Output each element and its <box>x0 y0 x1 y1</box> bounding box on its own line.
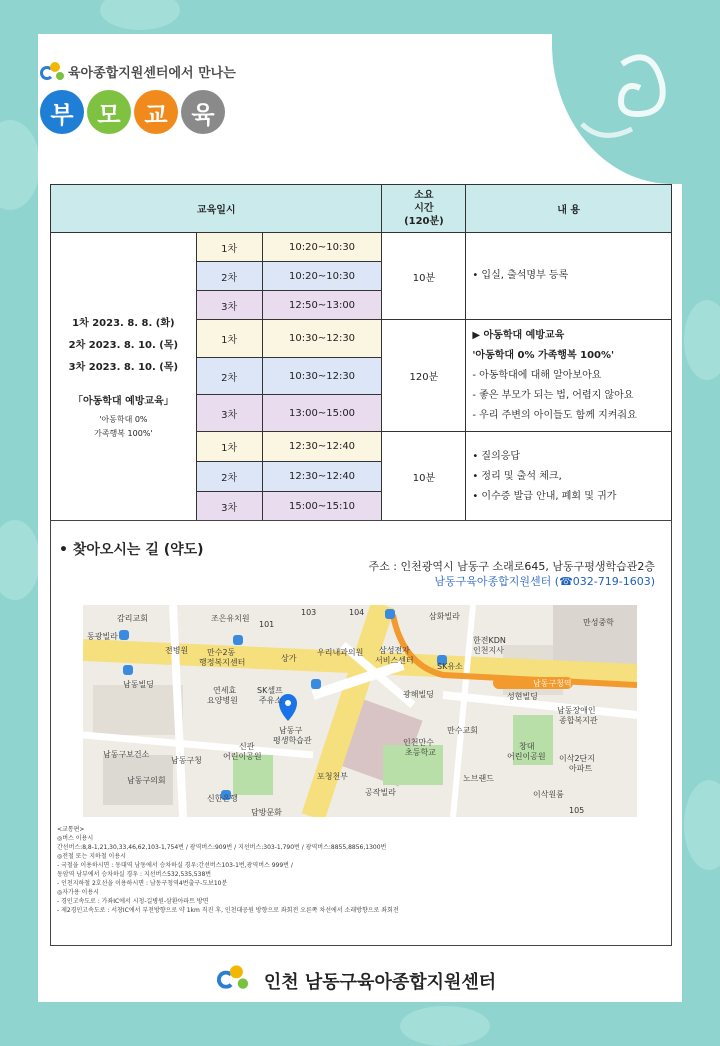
svg-text:조은유치원: 조은유치원 <box>211 614 250 623</box>
round-cell: 2차 <box>196 358 262 395</box>
time-cell: 13:00~15:00 <box>262 395 382 432</box>
program-title: 「아동학대 예방교육」 <box>72 396 174 407</box>
duration-cell: 120분 <box>382 320 466 432</box>
svg-text:어린이공원: 어린이공원 <box>223 752 262 761</box>
svg-text:만수교회: 만수교회 <box>447 726 478 735</box>
date-2: 2차 2023. 8. 10. (목) <box>68 340 179 351</box>
svg-text:전병원: 전병원 <box>165 646 189 655</box>
round-cell: 3차 <box>196 492 262 522</box>
time-cell: 12:30~12:40 <box>262 432 382 462</box>
address-block <box>369 559 655 589</box>
svg-text:남동구: 남동구 <box>279 726 303 735</box>
svg-text:인천지사: 인천지사 <box>473 646 504 655</box>
svg-text:서비스센터: 서비스센터 <box>375 656 414 665</box>
transport-line: - 제2경인고속도로 : 서창IC에서 부천방향으로 약 1km 직진 후, 인천대공원 방향으로 좌회전 오른쪽 차선에서 소래방향으로 좌회전 <box>57 907 399 914</box>
transport-line: - 경인고속도로 : 가좌IC에서 시청-길병원-삼환아파트 방면 <box>57 898 209 905</box>
time-cell: 15:00~15:10 <box>262 492 382 522</box>
content-line: ▶ 아동학대 예방교육 <box>472 329 565 341</box>
title-char-1: 부 <box>40 90 84 134</box>
svg-text:삼성전자: 삼성전자 <box>379 646 410 655</box>
content-cell-1 <box>466 233 672 320</box>
program-sub-1: '아동학대 0% <box>99 415 148 424</box>
svg-text:105: 105 <box>569 806 585 815</box>
background-leaf <box>684 300 720 380</box>
background-leaf <box>400 1006 490 1046</box>
svg-text:광해빌딩: 광해빌딩 <box>403 690 434 699</box>
svg-text:공작빌라: 공작빌라 <box>365 788 396 797</box>
title-circles <box>40 90 236 134</box>
svg-text:성현빌딩: 성현빌딩 <box>507 692 538 701</box>
transport-line: 동암역 남부에서 승차하실 경우 : 지선버스532,535,538번 <box>57 871 212 878</box>
svg-text:103: 103 <box>301 608 317 617</box>
header-duration: 소요 시간 (120분) <box>382 185 466 233</box>
content-line: • 질의응답 <box>472 450 521 462</box>
svg-text:담방문화: 담방문화 <box>251 808 282 817</box>
header-subtitle: 육아종합지원센터에서 만나는 <box>68 65 236 81</box>
background-leaf <box>100 0 180 30</box>
content-cell-2 <box>466 320 672 432</box>
duration-cell: 10분 <box>382 432 466 522</box>
address-text: 주소 : 인천광역시 남동구 소래로645, 남동구평생학습관2층 <box>368 560 655 573</box>
content-line: - 좋은 부모가 되는 법, 어렵지 않아요 <box>472 389 634 401</box>
svg-text:행정복지센터: 행정복지센터 <box>199 658 246 667</box>
footer-logo-icon <box>217 963 261 999</box>
round-cell: 3차 <box>196 395 262 432</box>
content-line: • 정리 및 출석 체크, <box>472 470 562 482</box>
left-info-cell <box>51 233 197 522</box>
transport-line: - 인천지하철 2호선을 이용하시면 : 남동구청역4번출구-도보10분 <box>57 880 228 887</box>
content-line: - 우리 주변의 아이들도 함께 지켜줘요 <box>472 409 637 421</box>
time-cell: 10:30~12:30 <box>262 320 382 358</box>
page-curl-decoration <box>552 34 682 184</box>
round-cell: 3차 <box>196 291 262 320</box>
svg-text:우리내과의원: 우리내과의원 <box>317 648 364 657</box>
time-cell: 12:30~12:40 <box>262 462 382 492</box>
round-cell: 1차 <box>196 233 262 262</box>
svg-text:SK유소: SK유소 <box>437 662 463 671</box>
svg-text:어린이공원: 어린이공원 <box>507 752 546 761</box>
svg-text:삼화빌라: 삼화빌라 <box>429 612 460 621</box>
header <box>40 60 236 134</box>
transport-line: 간선버스:8,8-1,21,30,33,46,62,103-1,754번 / 광역버스:909번 / 지선버스:303-1,790번 / 광역버스:8855,8856,1300번 <box>57 844 387 851</box>
time-cell: 10:20~10:30 <box>262 233 382 262</box>
title-char-3: 교 <box>134 90 178 134</box>
center-contact: 남동구육아종합지원센터 (☎032-719-1603) <box>434 575 655 588</box>
svg-text:종합복지관: 종합복지관 <box>559 716 598 725</box>
transport-line: <교통편> <box>57 826 85 833</box>
transport-line: ◎전철 또는 지하철 이용시 <box>57 853 126 860</box>
svg-text:동광빌라: 동광빌라 <box>87 632 118 641</box>
program-sub-2: 가족행복 100%' <box>94 429 153 438</box>
date-3: 3차 2023. 8. 10. (목) <box>68 362 179 373</box>
svg-text:101: 101 <box>259 620 275 629</box>
footer <box>208 962 510 1000</box>
svg-text:만성중학: 만성중학 <box>583 618 614 627</box>
transport-line: - 국철을 이용하시면 : 동대역 남동에서 승차하실 경우:간선버스103-1번,광역버스 999번 / <box>57 862 293 869</box>
content-cell-3 <box>466 432 672 522</box>
svg-text:신관: 신관 <box>239 742 255 751</box>
header-content: 내 용 <box>466 185 672 233</box>
svg-text:상가: 상가 <box>281 654 297 663</box>
svg-text:창대: 창대 <box>519 742 535 751</box>
content-line: '아동학대 0% 가족행복 100%' <box>472 349 615 361</box>
svg-text:한전KDN: 한전KDN <box>473 636 506 645</box>
time-cell: 12:50~13:00 <box>262 291 382 320</box>
content-line: • 이수증 발급 안내, 폐회 및 귀가 <box>472 490 617 502</box>
svg-text:요양병원: 요양병원 <box>207 696 238 705</box>
footer-center-name: 인천 남동구육아종합지원센터 <box>263 972 497 993</box>
round-cell: 1차 <box>196 320 262 358</box>
duration-cell: 10분 <box>382 233 466 320</box>
location-map[interactable] <box>83 605 637 817</box>
directions-title: • 찾아오시는 길 (약도) <box>59 542 204 558</box>
round-cell: 2차 <box>196 262 262 291</box>
svg-text:인천만수: 인천만수 <box>403 738 434 747</box>
svg-text:주유소: 주유소 <box>259 696 283 705</box>
table-header-row <box>51 185 672 233</box>
svg-text:SK셀프: SK셀프 <box>257 686 283 695</box>
content-line: • 입실, 출석명부 등록 <box>472 270 569 281</box>
time-cell: 10:20~10:30 <box>262 262 382 291</box>
background-leaf <box>0 120 40 210</box>
svg-text:노브랜드: 노브랜드 <box>463 774 494 783</box>
svg-text:남동구청역: 남동구청역 <box>533 679 572 688</box>
svg-text:남동구보건소: 남동구보건소 <box>103 750 150 759</box>
transport-info <box>57 825 663 915</box>
title-char-4: 육 <box>181 90 225 134</box>
svg-text:감리교회: 감리교회 <box>117 614 148 623</box>
directions-box <box>50 520 672 946</box>
svg-text:남동장애인: 남동장애인 <box>557 706 596 715</box>
svg-text:초등학교: 초등학교 <box>405 748 436 757</box>
svg-text:104: 104 <box>349 608 365 617</box>
round-cell: 2차 <box>196 462 262 492</box>
svg-text:남동구청: 남동구청 <box>171 756 202 765</box>
table-row <box>51 233 672 262</box>
header-date: 교육일시 <box>51 185 382 233</box>
svg-text:만수2동: 만수2동 <box>207 648 236 657</box>
svg-text:평생학습관: 평생학습관 <box>273 736 312 745</box>
time-cell: 10:30~12:30 <box>262 358 382 395</box>
svg-text:신한은행: 신한은행 <box>207 794 238 803</box>
date-1: 1차 2023. 8. 8. (화) <box>72 318 175 329</box>
svg-text:아파트: 아파트 <box>569 764 593 773</box>
title-char-2: 모 <box>87 90 131 134</box>
swirl-decoration <box>552 34 682 184</box>
schedule-table <box>50 184 672 522</box>
map-svg <box>83 605 637 817</box>
background-leaf <box>684 780 720 870</box>
transport-line: ◎자가용 이용시 <box>57 889 99 896</box>
svg-text:남동빌딩: 남동빌딩 <box>123 680 154 689</box>
svg-text:이삭원룸: 이삭원룸 <box>533 790 564 799</box>
background-leaf <box>0 520 40 600</box>
svg-text:이삭2단지: 이삭2단지 <box>559 754 596 763</box>
transport-line: ◎버스 이용시 <box>57 835 94 842</box>
svg-text:연세효: 연세효 <box>213 686 237 695</box>
center-logo-icon <box>40 60 66 82</box>
header-subtitle-row <box>40 60 236 82</box>
svg-text:포청천부: 포청천부 <box>317 772 348 781</box>
svg-text:남동구의회: 남동구의회 <box>127 776 166 785</box>
round-cell: 1차 <box>196 432 262 462</box>
content-line: - 아동학대에 대해 알아보아요 <box>472 369 602 381</box>
